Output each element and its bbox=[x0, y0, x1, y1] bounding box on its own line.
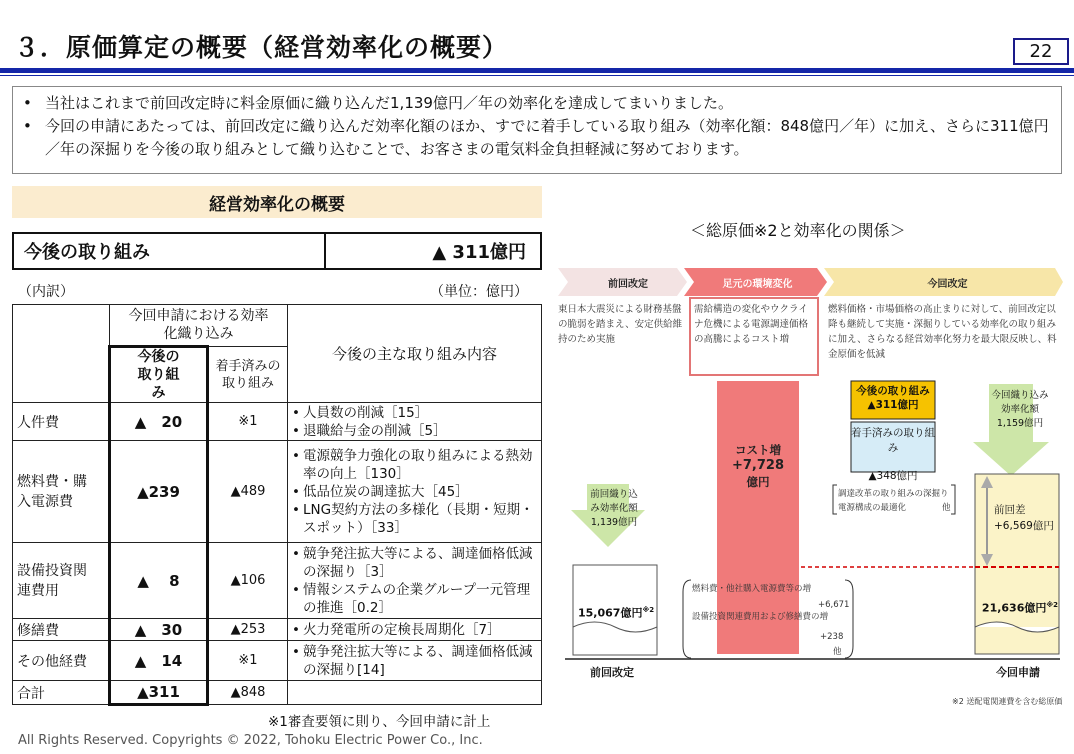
unit-label: （単位：億円） bbox=[430, 284, 528, 300]
row-started: ※1 bbox=[208, 403, 288, 441]
row-item: 人員数の削減［15］ bbox=[303, 404, 429, 421]
future-box-label: 今後の取り組み bbox=[856, 385, 930, 397]
col-started-header: 着手済みの取り組み bbox=[208, 347, 288, 403]
increase-bracket bbox=[683, 580, 691, 658]
left-heading: 経営効率化の概要 bbox=[12, 186, 542, 218]
diff-value: +6,569億円 bbox=[994, 520, 1054, 532]
future-total-box bbox=[12, 232, 542, 270]
bullet-mark: • bbox=[23, 117, 32, 135]
row-item: 電源競争力強化の取り組みによる熱効率の向上［130］ bbox=[303, 447, 533, 482]
cost-up-value: +7,728 bbox=[731, 458, 784, 473]
curr-cost-label bbox=[978, 598, 1062, 616]
table-row bbox=[13, 543, 542, 619]
page-number: 22 bbox=[1013, 38, 1069, 65]
summary-box bbox=[12, 86, 1062, 174]
diff-label: 前回差 bbox=[994, 504, 1026, 516]
copyright: All Rights Reserved. Copyrights © 2022, Tohoku Electric Power Co., Inc. bbox=[18, 733, 483, 748]
phase-note-env: 需給構造の変化やウクライナ危機による電源調達価格の高騰によるコスト増 bbox=[694, 304, 809, 345]
increase-value: +6,671 bbox=[818, 600, 850, 610]
future-box-text bbox=[851, 384, 935, 412]
phase-note-curr: 燃料価格・市場価格の高止まりに対して、前回改定以降も継続して実施・深掘りしている効率化の取り組みに加え、さらなる経営効率化努力を最大限反映し、料金原価を低減 bbox=[828, 304, 1057, 360]
row-item: 退職給与金の削減［5］ bbox=[303, 422, 447, 439]
row-started: ▲848 bbox=[208, 681, 288, 705]
efficiency-table bbox=[12, 304, 542, 706]
row-items: • 競争発注拡大等による、調達価格低減の深掘り[14] bbox=[288, 641, 542, 681]
started-box-label: 着手済みの取り組み bbox=[851, 427, 935, 454]
row-item: 低品位炭の調達拡大［45］ bbox=[303, 483, 469, 500]
prev-cost-label bbox=[574, 603, 658, 621]
increase-value: +238 bbox=[820, 632, 844, 642]
row-item: LNG契約方法の多様化（長期・短期・スポット）［33］ bbox=[303, 501, 534, 536]
increase-other: 他 bbox=[833, 647, 842, 657]
row-item: 火力発電所の定検長周期化［7］ bbox=[303, 621, 501, 638]
row-started: ▲253 bbox=[208, 619, 288, 641]
started-note: 電源構成の最適化 bbox=[838, 503, 907, 513]
curr-eff-label: 今回織り込み効率化額1,159億円 bbox=[991, 390, 1049, 429]
cost-up-unit: 億円 bbox=[746, 475, 770, 489]
phase-label-curr: 今回改定 bbox=[927, 278, 968, 290]
row-future: ▲ 30 bbox=[110, 619, 208, 641]
table-row bbox=[13, 619, 542, 641]
started-other: 他 bbox=[942, 503, 951, 513]
row-category: 燃料費・購入電源費 bbox=[13, 441, 110, 543]
row-category: 修繕費 bbox=[13, 619, 110, 641]
row-started: ▲106 bbox=[208, 543, 288, 619]
table-row-total bbox=[13, 681, 542, 705]
row-future: ▲ 20 bbox=[110, 403, 208, 441]
summary-bullet bbox=[23, 115, 1061, 161]
x-label-curr: 今回申請 bbox=[996, 666, 1040, 679]
curr-cost-value: 21,636億円 bbox=[981, 601, 1047, 615]
table-row bbox=[13, 641, 542, 681]
cost-up-text bbox=[717, 442, 799, 490]
future-total-label: 今後の取り組み bbox=[12, 232, 326, 270]
row-future: ▲239 bbox=[110, 441, 208, 543]
cost-up-label: コスト増 bbox=[735, 443, 781, 457]
col-content-header: 今後の主な取り組み内容 bbox=[288, 305, 542, 403]
breakdown-label: （内訳） bbox=[18, 284, 74, 300]
started-box-value: ▲348億円 bbox=[868, 470, 918, 482]
row-items: • 競争発注拡大等による、調達価格低減の深掘り［3］ • 情報システムの企業グループ一元管理の推進［0.2］ bbox=[288, 543, 542, 619]
row-future: ▲ 8 bbox=[110, 543, 208, 619]
row-future: ▲ 14 bbox=[110, 641, 208, 681]
row-items: • 人員数の削減［15］ • 退職給与金の削減［5］ bbox=[288, 403, 542, 441]
table-row bbox=[13, 441, 542, 543]
increase-note: 燃料費・他社購入電源費等の増 bbox=[692, 584, 812, 594]
phase-note-prev: 東日本大震災による財務基盤の脆弱を踏まえ、安定供給維持のため実施 bbox=[558, 304, 683, 345]
started-box-text bbox=[851, 426, 935, 484]
row-started: ▲489 bbox=[208, 441, 288, 543]
curr-cost-note: ※2 bbox=[1046, 601, 1059, 609]
prev-cost-value: 15,067億円 bbox=[578, 606, 643, 620]
page-title: ３．原価算定の概要（経営効率化の概要） bbox=[14, 33, 509, 62]
diff-text bbox=[994, 502, 1066, 534]
bottom-note: ※2 送配電関連費を含む総原価 bbox=[952, 697, 1063, 706]
row-category: 設備投資関連費用 bbox=[13, 543, 110, 619]
col-future-header: 今後の取り組み bbox=[110, 347, 208, 403]
table-footnote: ※1審査要領に則り、今回申請に計上 bbox=[268, 714, 491, 730]
bullet-mark: • bbox=[23, 94, 32, 112]
prev-cost-note: ※2 bbox=[642, 606, 655, 614]
started-notes bbox=[838, 487, 958, 515]
row-category: 合計 bbox=[13, 681, 110, 705]
row-future: ▲311 bbox=[110, 681, 208, 705]
prev-eff-label: 前回織り込み効率化額1,139億円 bbox=[590, 489, 638, 528]
x-label-prev: 前回改定 bbox=[590, 666, 634, 679]
phase-label-env: 足元の環境変化 bbox=[722, 278, 793, 290]
right-heading: ＜総原価※2と効率化の関係＞ bbox=[690, 221, 906, 240]
phase-label-prev: 前回改定 bbox=[608, 278, 648, 290]
row-items: • 電源競争力強化の取り組みによる熱効率の向上［130］ • 低品位炭の調達拡大［45］ • LNG契約方法の多様化（長期・短期・スポット）［33］ bbox=[288, 441, 542, 543]
summary-text: 今回の申請にあたっては、前回改定に織り込んだ効率化額のほか、すでに着手している取り組み（効率化額：848億円／年）に加え、さらに311億円／年の深掘りを今後の取り組みとして織り込むことで、お客さまの電気料金負担軽減に努めております。 bbox=[45, 117, 1049, 158]
header-blank bbox=[13, 305, 110, 403]
increase-note: 設備投資関連費用および修繕費の増 bbox=[692, 612, 829, 622]
row-category: 人件費 bbox=[13, 403, 110, 441]
col-group-header: 今回申請における効率化織り込み bbox=[110, 305, 288, 347]
row-category: その他経費 bbox=[13, 641, 110, 681]
future-box-value: ▲311億円 bbox=[867, 399, 919, 411]
row-items: • 火力発電所の定検長周期化［7］ bbox=[288, 619, 542, 641]
row-item: 競争発注拡大等による、調達価格低減の深掘り[14] bbox=[303, 643, 533, 678]
row-item: 情報システムの企業グループ一元管理の推進［0.2］ bbox=[303, 581, 531, 616]
started-note-bracket bbox=[833, 485, 837, 514]
row-started: ※1 bbox=[208, 641, 288, 681]
title-underline-thin bbox=[0, 75, 1074, 76]
row-items bbox=[288, 681, 542, 705]
summary-text: 当社はこれまで前回改定時に料金原価に織り込んだ1,139億円／年の効率化を達成してまいりました。 bbox=[45, 94, 733, 112]
title-underline bbox=[0, 68, 1074, 73]
table-row bbox=[13, 403, 542, 441]
future-total-value: ▲ 311億円 bbox=[432, 242, 526, 263]
started-note: 調達改革の取り組みの深掘り bbox=[838, 489, 949, 499]
row-item: 競争発注拡大等による、調達価格低減の深掘り［3］ bbox=[303, 545, 533, 580]
summary-bullet bbox=[23, 92, 1061, 115]
